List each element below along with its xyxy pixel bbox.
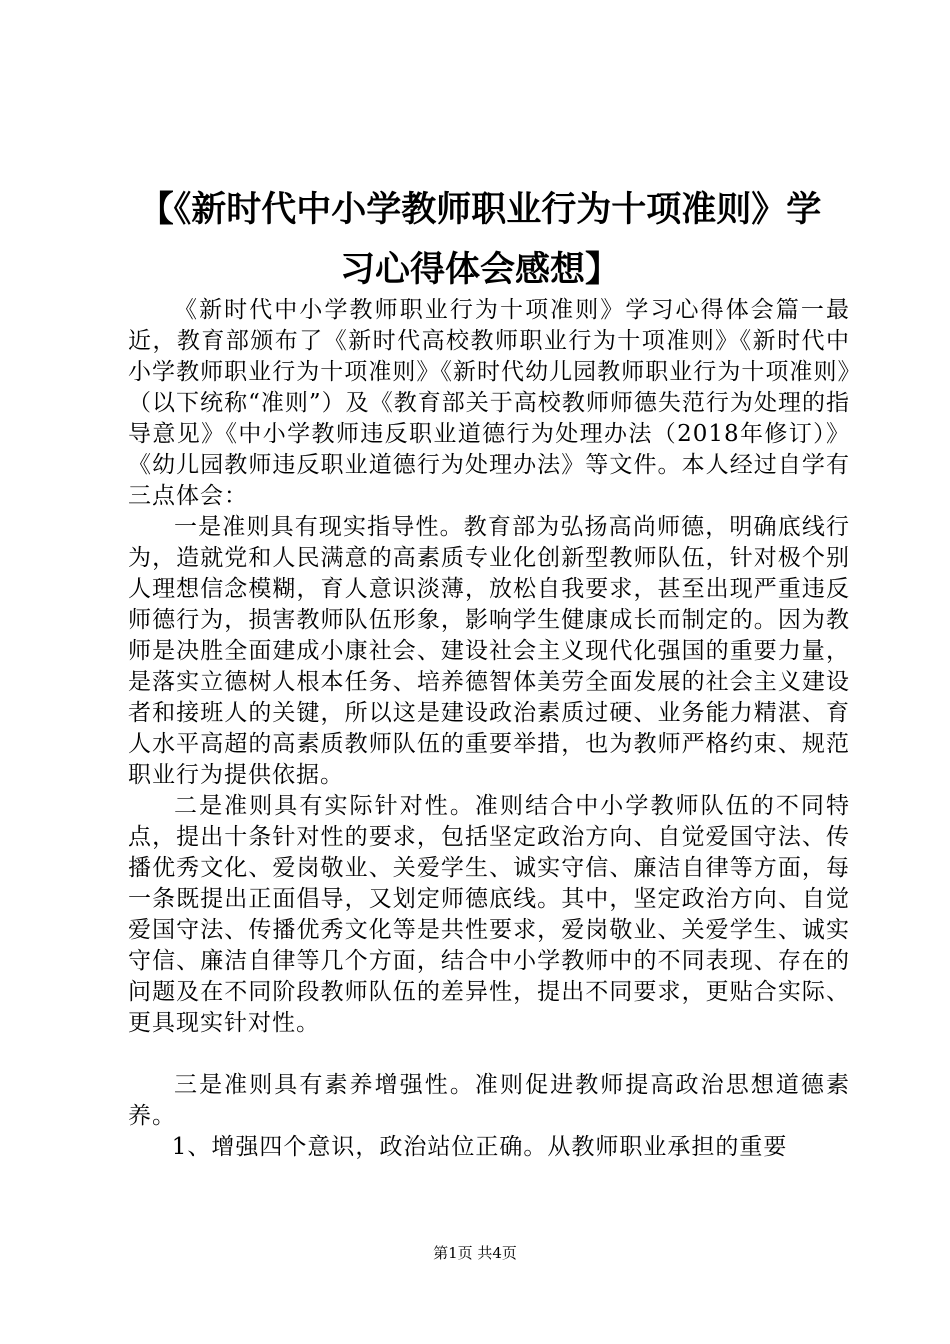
- document-body: [128, 295, 850, 1163]
- paragraph-intro: 《新时代中小学教师职业行为十项准则》学习心得体会篇一最近，教育部颁布了《新时代高校教师职业行为十项准则》《新时代中小学教师职业行为十项准则》《新时代幼儿园教师职业行为十项准则》（以下统称“准则”）及《教育部关于高校教师师德失范行为处理的指导意见》《中小学教师违反职业道德行为处理办法（2018年修订）》《幼儿园教师违反职业道德行为处理办法》等文件。本人经过自学有三点体会：: [128, 297, 850, 509]
- paragraph-sub-item-one: 1、增强四个意识，政治站位正确。从教师职业承担的重要: [171, 1134, 788, 1160]
- document-title: [100, 180, 860, 300]
- page-number-footer: 第1页 共4页: [433, 1244, 517, 1262]
- paragraph-point-two: 二是准则具有实际针对性。准则结合中小学教师队伍的不同特点，提出十条针对性的要求，包括坚定政治方向、自觉爱国守法、传播优秀文化、爱岗敬业、关爱学生、诚实守信、廉洁自律等方面，每一条既提出正面倡导，又划定师德底线。其中，坚定政治方向、自觉爱国守法、传播优秀文化等是共性要求，爱岗敬业、关爱学生、诚实守信、廉洁自律等几个方面，结合中小学教师中的不同表现、存在的问题及在不同阶段教师队伍的差异性，提出不同要求，更贴合实际、更具现实针对性。: [128, 793, 850, 1036]
- paragraph-point-one: 一是准则具有现实指导性。教育部为弘扬高尚师德，明确底线行为，造就党和人民满意的高素质专业化创新型教师队伍，针对极个别人理想信念模糊，育人意识淡薄，放松自我要求，甚至出现严重违反师德行为，损害教师队伍形象，影响学生健康成长而制定的。因为教师是决胜全面建成小康社会、建设社会主义现代化强国的重要力量，是落实立德树人根本任务、培养德智体美劳全面发展的社会主义建设者和接班人的关键，所以这是建设政治素质过硬、业务能力精湛、育人水平高超的高素质教师队伍的重要举措，也为教师严格约束、规范职业行为提供依据。: [128, 514, 850, 788]
- title-line-1: 【《新时代中小学教师职业行为十项准则》学: [138, 189, 822, 230]
- title-line-2: 习心得体会感想】: [339, 249, 620, 290]
- paragraph-point-three: 三是准则具有素养增强性。准则促进教师提高政治思想道德素养。: [128, 1072, 850, 1129]
